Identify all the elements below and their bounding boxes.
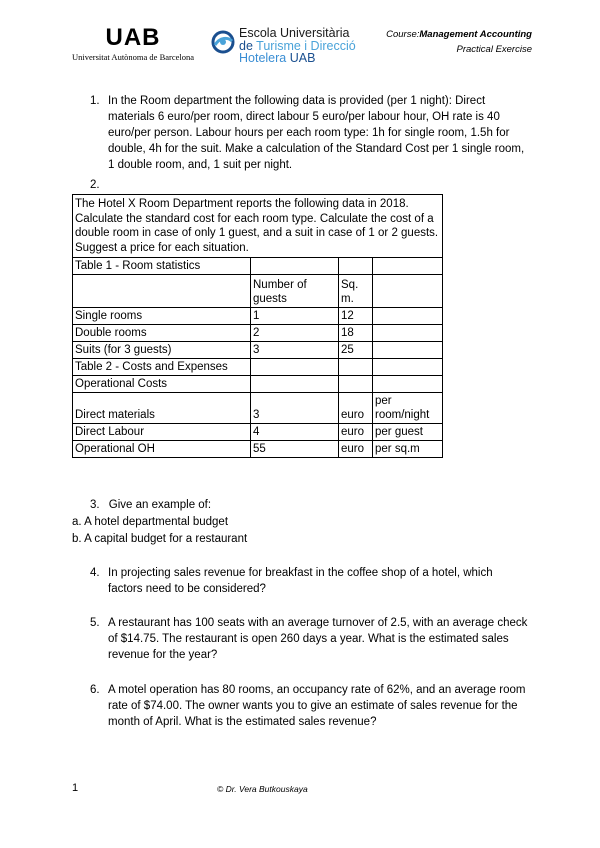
- school-line3-a: Hotelera: [239, 51, 290, 65]
- school-line2-b: Turisme i Direcció: [256, 38, 356, 53]
- question-text: A motel operation has 80 rooms, an occupancy rate of 62%, and an average room rate of $74.00. The owner wants you to give an estimate of sales revenue for the month of April. What is the estimated sales revenue?: [108, 684, 526, 728]
- row-per: per sq.m: [373, 441, 443, 458]
- row-label: Direct Labour: [73, 424, 251, 441]
- row-label: Single rooms: [73, 308, 251, 325]
- table-header-row: [73, 275, 443, 308]
- col-number-header: Number of guests: [251, 275, 339, 308]
- row-value: 55: [251, 441, 339, 458]
- table-row: [73, 424, 443, 441]
- question-6: [90, 682, 530, 730]
- col-sqm-header: Sq. m.: [339, 275, 373, 308]
- row-unit: euro: [339, 424, 373, 441]
- row-unit: euro: [339, 393, 373, 424]
- row-label: Direct materials: [73, 393, 251, 424]
- room-data-table: [72, 194, 443, 458]
- table-row: [73, 393, 443, 424]
- row-guests: 1: [251, 308, 339, 325]
- row-label: Suits (for 3 guests): [73, 342, 251, 359]
- school-name: [239, 27, 356, 65]
- globe-swirl-icon: [210, 29, 236, 55]
- question-1: [90, 93, 530, 173]
- row-guests: 3: [251, 342, 339, 359]
- row-value: 3: [251, 393, 339, 424]
- question-text: Give an example of:: [108, 499, 212, 511]
- question-number: 2.: [90, 179, 100, 191]
- question-5: [90, 615, 530, 663]
- table-row: [73, 258, 443, 275]
- table-intro-row: [73, 195, 443, 258]
- question-text: In projecting sales revenue for breakfast in the coffee shop of a hotel, which factors need to be considered?: [108, 567, 493, 595]
- row-label: Operational OH: [73, 441, 251, 458]
- row-per: per room/night: [373, 393, 443, 424]
- course-line: [386, 27, 532, 42]
- page-number: 1: [72, 782, 79, 794]
- question-number: 6.: [90, 684, 100, 696]
- row-sqm: 12: [339, 308, 373, 325]
- school-line1: Escola Universitària: [239, 26, 350, 40]
- question-3b: b. A capital budget for a restaurant: [72, 533, 248, 545]
- question-3a: a. A hotel departmental budget: [72, 516, 229, 528]
- table-row: [73, 342, 443, 359]
- course-subtitle: Practical Exercise: [456, 44, 532, 55]
- question-number: 3.: [90, 499, 100, 511]
- table-row: [73, 441, 443, 458]
- university-name: Universitat Autònoma de Barcelona: [72, 52, 195, 62]
- table-row: [73, 308, 443, 325]
- table1-title: Table 1 - Room statistics: [73, 258, 251, 275]
- question-4: [90, 565, 530, 597]
- table-row: [73, 359, 443, 376]
- table-row: [73, 376, 443, 393]
- uab-mark: UAB: [105, 24, 161, 51]
- row-per: per guest: [373, 424, 443, 441]
- row-unit: euro: [339, 441, 373, 458]
- course-header: [386, 27, 532, 57]
- school-line3-b: UAB: [289, 51, 316, 65]
- table-intro: The Hotel X Room Department reports the following data in 2018. Calculate the standard cost for each room type. Calculate the cost of a double room in case of only 1 guest, and a suit in case of 1 or 2 guests. Suggest a price for each situation.: [73, 195, 443, 258]
- question-number: 5.: [90, 617, 100, 629]
- course-name: Management Accounting: [419, 29, 532, 40]
- row-sqm: 25: [339, 342, 373, 359]
- row-value: 4: [251, 424, 339, 441]
- question-text: A restaurant has 100 seats with an average turnover of 2.5, with an average check of $14.75. The restaurant is open 260 days a year. What is the estimated sales revenue for the year?: [108, 617, 528, 661]
- table2-title: Table 2 - Costs and Expenses: [73, 359, 251, 376]
- question-number: 1.: [90, 95, 100, 107]
- question-3: [90, 497, 211, 513]
- table-row: [73, 325, 443, 342]
- course-label: Course:: [386, 29, 420, 40]
- copyright: © Dr. Vera Butkouskaya: [217, 784, 308, 794]
- question-2: [90, 177, 100, 193]
- uab-logo: [72, 26, 204, 62]
- row-sqm: 18: [339, 325, 373, 342]
- question-number: 4.: [90, 567, 100, 579]
- row-guests: 2: [251, 325, 339, 342]
- school-line3: [239, 52, 356, 65]
- question-text: In the Room department the following data is provided (per 1 night): Direct materials 6 euro/per room, direct labour 5 euro/per labour hour, OH rate is 40 euro/per person. Labour hours per each room type: 1h for single room, 1.5h for double, 4h for the suit. Make a calculation of the Standard Cost per 1 single room, 1 double room, and, 1 suit per night.: [108, 95, 525, 171]
- row-label: Double rooms: [73, 325, 251, 342]
- school-line2-a: de: [239, 38, 257, 53]
- operational-costs-label: Operational Costs: [73, 376, 251, 393]
